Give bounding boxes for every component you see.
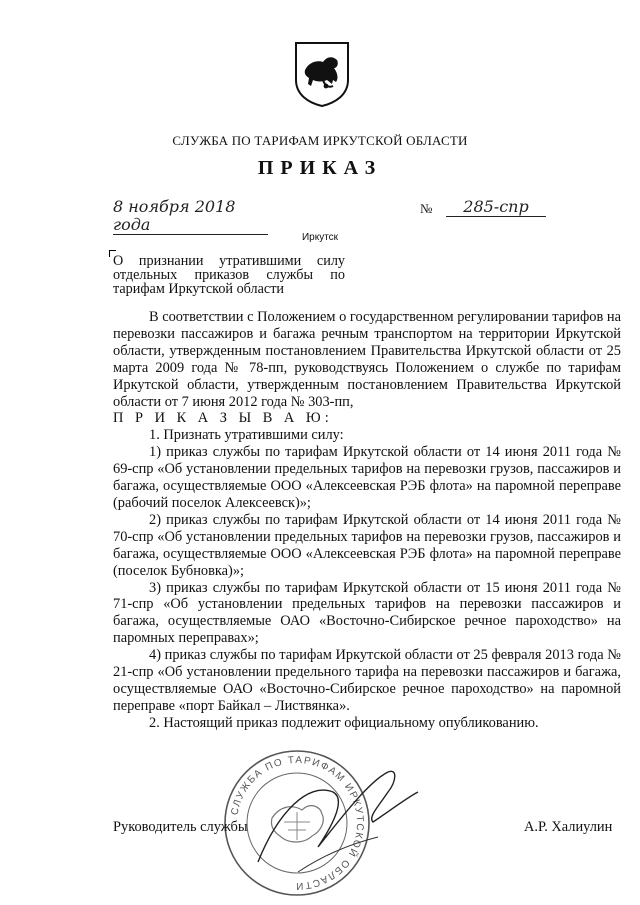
handwritten-date: 8 ноября 2018 года <box>113 198 268 235</box>
agency-name: СЛУЖБА ПО ТАРИФАМ ИРКУТСКОЙ ОБЛАСТИ <box>172 133 468 148</box>
document-subject <box>113 254 345 297</box>
point-1: 1. Признать утратившими силу: <box>149 427 344 444</box>
document-body <box>113 309 621 732</box>
handwritten-number: 285-спр <box>446 198 546 217</box>
document-type: ПРИКАЗ <box>257 157 383 179</box>
list-item: 2) приказ службы по тарифам Иркутской области от 14 июня 2011 года № 70-спр «Об установлении предельных тарифов на перевозки грузов, пассажиров и багажа, осуществляемые ООО «Алексеевская РЭБ флота» на паромной переправе (поселок Бубновка)»; <box>113 511 621 579</box>
handwritten-signature-icon <box>238 752 438 892</box>
number-label: № <box>420 201 433 216</box>
seal-text: СЛУЖБА ПО ТАРИФАМ ИРКУТСКОЙ ОБЛАСТИ <box>229 754 366 892</box>
list-item: 1) приказ службы по тарифам Иркутской области от 14 июня 2011 года № 69-спр «Об установлении предельных тарифов на перевозки грузов, пассажиров и багажа, осуществляемые ООО «Алексеевская РЭБ флота» на паромной переправе (рабочий поселок Алексеевск)»; <box>113 444 621 511</box>
signatory-title: Руководитель службы <box>113 819 248 835</box>
list-item: 3) приказ службы по тарифам Иркутской области от 15 июня 2011 года № 71-спр «Об установлении предельных тарифов на перевозки пассажиров и багажа, осуществляемые ОАО «Восточно-Сибирское речное пароходство» на паромных переправах»; <box>113 579 621 647</box>
point-2: 2. Настоящий приказ подлежит официальному опубликованию. <box>149 714 539 731</box>
signatory-name: А.Р. Халиулин <box>524 819 613 835</box>
subject-text: О признании утратившими силу отдельных приказов службы по тарифам Иркутской области <box>113 253 345 298</box>
subject-corner-mark <box>109 250 116 257</box>
preamble-paragraph: В соответствии с Положением о государственном регулировании тарифов на перевозки пассажиров и багажа речным транспортом на территории Иркутской области, утвержденным постановлением Правительства Иркутской области от 25 марта 2009 года № 78-пп, руководствуясь Положением о службе по тарифам Иркутской области, утвержденным постановлением Правительства Иркутской области от 7 июня 2012 года № 303-пп, <box>113 309 621 410</box>
coat-of-arms-icon <box>293 40 351 108</box>
city: Иркутск <box>301 232 339 243</box>
list-item: 4) приказ службы по тарифам Иркутской области от 25 февраля 2013 года № 21-спр «Об установлении предельного тарифа на перевозки пассажиров и багажа, осуществляемые ОАО «Восточно-Сибирское речное пароходство» на паромной переправе «порт Байкал – Листвянка». <box>113 647 621 714</box>
order-keyword: П Р И К А З Ы В А Ю: <box>113 410 333 427</box>
